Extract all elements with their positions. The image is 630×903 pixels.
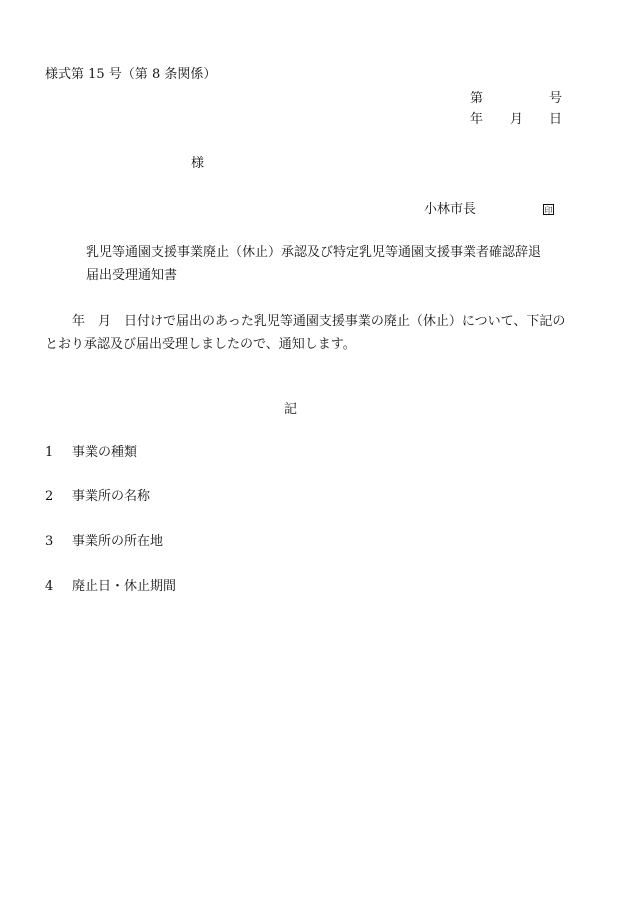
ki-heading: 記 [284,402,298,417]
item-number: 4 [45,579,54,594]
item-number: 3 [45,534,54,549]
item-number: 1 [45,445,54,460]
body-text-line1: 年 月 日付けで届出のあった乳児等通園支援事業の廃止（休止）について、下記の [72,314,566,329]
date-day: 日 [549,112,563,127]
item-label-closure-period: 廃止日・休止期間 [72,579,177,594]
date-month: 月 [510,112,524,127]
doc-number-suffix: 号 [549,91,563,106]
doc-number-prefix: 第 [470,91,484,106]
sender-name: 小林市長 [424,202,477,217]
addressee-honorific: 様 [191,156,205,171]
document-title-line2: 届出受理通知書 [86,268,178,283]
item-label-facility-address: 事業所の所在地 [72,534,164,549]
item-label-facility-name: 事業所の名称 [72,489,151,504]
item-label-business-type: 事業の種類 [72,445,138,460]
seal-mark [543,203,554,216]
form-label: 様式第 15 号（第 8 条関係） [45,67,217,82]
item-number: 2 [45,489,54,504]
seal-mark-char: 印 [544,206,553,215]
body-text-line2: とおり承認及び届出受理しましたので、通知します。 [45,337,356,352]
date-year: 年 [470,112,484,127]
document-title-line1: 乳児等通園支援事業廃止（休止）承認及び特定乳児等通園支援事業者確認辞退 [86,245,542,260]
